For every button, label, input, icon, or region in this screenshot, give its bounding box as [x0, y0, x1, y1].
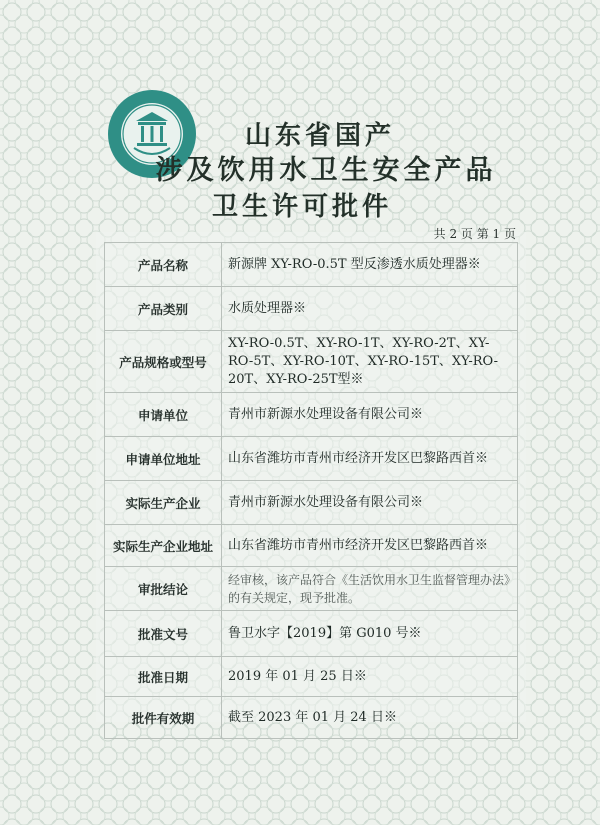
- row-value: 山东省潍坊市青州市经济开发区巴黎路西首※: [222, 437, 518, 481]
- row-value: 山东省潍坊市青州市经济开发区巴黎路西首※: [222, 525, 518, 567]
- row-label: 实际生产企业地址: [105, 525, 222, 567]
- table-row: [105, 567, 518, 611]
- table-row: [105, 611, 518, 657]
- table-row: [105, 525, 518, 567]
- row-label: 批准日期: [105, 657, 222, 697]
- row-label: 批准文号: [105, 611, 222, 657]
- table-row: [105, 243, 518, 287]
- row-value: 鲁卫水字【2019】第 G010 号※: [222, 611, 518, 657]
- row-label: 产品名称: [105, 243, 222, 287]
- table-row: [105, 393, 518, 437]
- table-row: [105, 437, 518, 481]
- row-label: 申请单位地址: [105, 437, 222, 481]
- table-row: [105, 481, 518, 525]
- row-value: 2019 年 01 月 25 日※: [222, 657, 518, 697]
- table-row: [105, 657, 518, 697]
- row-value: 新源牌 XY-RO-0.5T 型反渗透水质处理器※: [222, 243, 518, 287]
- row-label: 审批结论: [105, 567, 222, 611]
- row-value: 截至 2023 年 01 月 24 日※: [222, 697, 518, 739]
- table-row: [105, 287, 518, 331]
- table-row: [105, 697, 518, 739]
- table-row: [105, 331, 518, 393]
- page-indicator: 共 2 页 第 1 页: [433, 227, 516, 241]
- row-label: 产品类别: [105, 287, 222, 331]
- title-line-1: 山东省国产: [244, 121, 395, 151]
- row-label: 产品规格或型号: [105, 331, 222, 393]
- title-line-3: 卫生许可批件: [211, 192, 392, 222]
- row-value: 经审核，该产品符合《生活饮用水卫生监督管理办法》的有关规定，现予批准。: [222, 567, 518, 611]
- row-label: 批件有效期: [105, 697, 222, 739]
- title-line-2: 涉及饮用水卫生安全产品: [155, 155, 497, 186]
- row-value: 青州市新源水处理设备有限公司※: [222, 481, 518, 525]
- row-label: 实际生产企业: [105, 481, 222, 525]
- permit-table: [104, 242, 518, 739]
- row-value: XY-RO-0.5T、XY-RO-1T、XY-RO-2T、XY-RO-5T、XY-RO-10T、XY-RO-15T、XY-RO-20T、XY-RO-25T型※: [222, 331, 518, 393]
- row-value: 水质处理器※: [222, 287, 518, 331]
- row-value: 青州市新源水处理设备有限公司※: [222, 393, 518, 437]
- row-label: 申请单位: [105, 393, 222, 437]
